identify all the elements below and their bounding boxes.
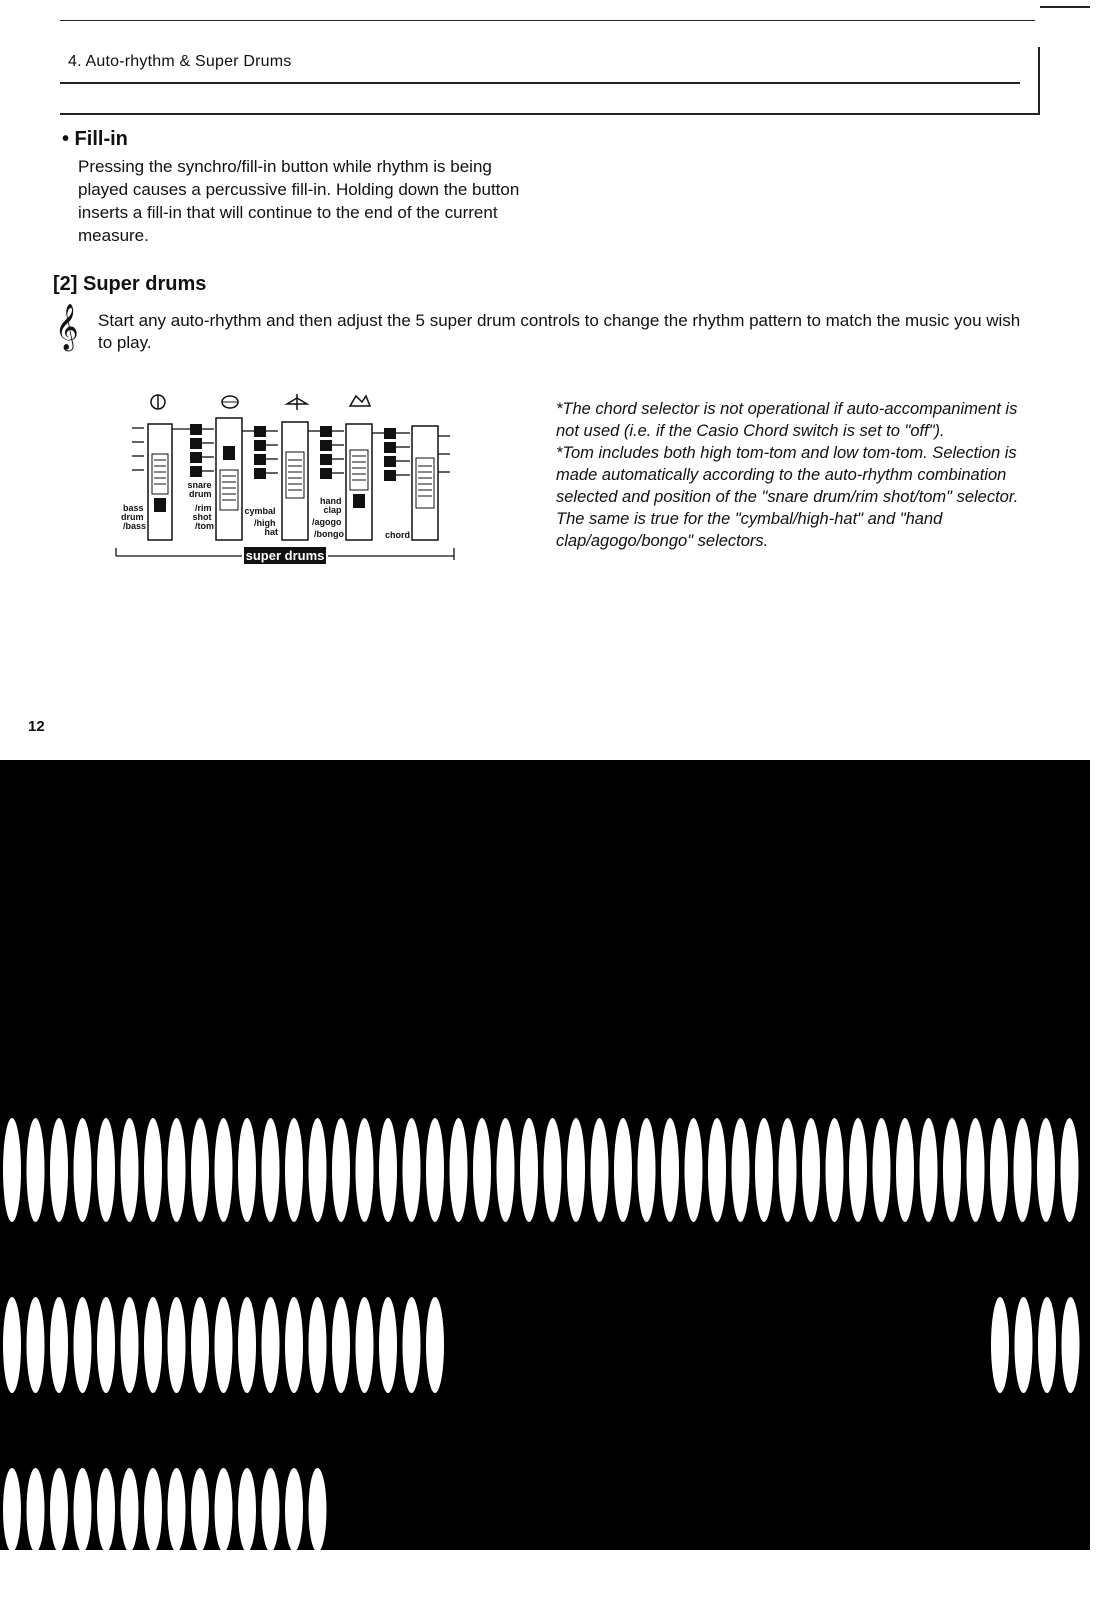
perforation-hole xyxy=(497,1118,515,1222)
super-drums-group-label: super drums xyxy=(245,548,325,563)
perforation-hole xyxy=(802,1118,820,1222)
perforation-hole xyxy=(379,1297,397,1393)
perforation-hole xyxy=(74,1118,92,1222)
cymbal-slider[interactable] xyxy=(282,422,308,540)
perforation-hole xyxy=(779,1118,797,1222)
perforation-hole xyxy=(74,1297,92,1393)
perforation-hole xyxy=(262,1118,280,1222)
level-markers-3 xyxy=(308,426,344,479)
perforation-hole xyxy=(285,1297,303,1393)
page-number: 12 xyxy=(28,718,45,735)
perforation-hole xyxy=(356,1118,374,1222)
perforation-hole xyxy=(991,1297,1009,1393)
perforation-hole xyxy=(238,1118,256,1222)
chapter-header-underline xyxy=(60,82,1020,84)
perforation-hole xyxy=(309,1468,327,1550)
perforation-hole xyxy=(1015,1297,1033,1393)
fill-in-paragraph: Pressing the synchro/fill-in button while rhythm is being played causes a percussive fill-in. Holding down the button inserts a fill-in that will continue to the end of the current measure. xyxy=(78,157,520,245)
perforation-hole xyxy=(168,1118,186,1222)
perforation-hole xyxy=(426,1118,444,1222)
perforation-hole xyxy=(238,1468,256,1550)
perforation-hole xyxy=(215,1468,233,1550)
corner-mark xyxy=(1040,6,1090,8)
snare-drum-slider[interactable] xyxy=(216,418,242,540)
perforation-hole xyxy=(191,1468,209,1550)
perforation-hole xyxy=(121,1297,139,1393)
perforation-hole xyxy=(191,1297,209,1393)
cymbal-label: cymbal /high hat xyxy=(244,506,278,537)
perforation-hole xyxy=(262,1468,280,1550)
perforation-hole xyxy=(403,1297,421,1393)
perforation-hole xyxy=(50,1118,68,1222)
hand-clap-slider[interactable] xyxy=(346,424,372,540)
perforation-hole xyxy=(168,1297,186,1393)
bass-drum-slider[interactable] xyxy=(148,424,172,540)
perforation-hole xyxy=(50,1297,68,1393)
perforation-hole xyxy=(967,1118,985,1222)
perforation-hole xyxy=(285,1118,303,1222)
perforation-hole xyxy=(661,1118,679,1222)
chapter-title: 4. Auto-rhythm & Super Drums xyxy=(68,53,292,70)
perforation-hole xyxy=(591,1118,609,1222)
perforation-hole xyxy=(3,1468,21,1550)
perforation-hole xyxy=(638,1118,656,1222)
perforation-hole xyxy=(121,1468,139,1550)
perforation-hole xyxy=(1062,1297,1080,1393)
footnotes xyxy=(556,398,1026,552)
cymbal-icon xyxy=(287,394,307,410)
perforation-hole xyxy=(708,1118,726,1222)
perforation-hole xyxy=(920,1118,938,1222)
perforation-hole xyxy=(97,1297,115,1393)
perforation-hole xyxy=(1014,1118,1032,1222)
perforation-hole xyxy=(356,1297,374,1393)
perforation-hole xyxy=(3,1118,21,1222)
perforation-hole xyxy=(567,1118,585,1222)
perforation-hole xyxy=(262,1297,280,1393)
perforation-hole xyxy=(450,1118,468,1222)
snare-drum-label: snare drum /rim shot /tom xyxy=(187,480,214,531)
perforation-hole xyxy=(74,1468,92,1550)
tom-note: *Tom includes both high tom-tom and low tom-tom. Selection is made automatically according to the auto-rhythm combination selected and position of the "snare drum/rim shot/tom" selector. The same is true for the "cymbal/high-hat" and "hand clap/agogo/bongo" selectors. xyxy=(556,444,1019,550)
perforation-hole xyxy=(544,1118,562,1222)
perforation-hole xyxy=(144,1118,162,1222)
perforation-hole xyxy=(3,1297,21,1393)
perforation-hole xyxy=(873,1118,891,1222)
hand-clap-icon xyxy=(350,396,370,406)
perforation-hole xyxy=(755,1118,773,1222)
perforation-hole xyxy=(1061,1118,1079,1222)
scanned-backing-area xyxy=(0,760,1090,1550)
chord-slider[interactable] xyxy=(412,426,438,540)
super-drums-heading: [2] Super drums xyxy=(53,273,207,295)
super-drums-diagram xyxy=(110,388,460,568)
perforation-hole xyxy=(97,1118,115,1222)
perforation-hole xyxy=(121,1118,139,1222)
bass-drum-icon xyxy=(151,395,165,409)
perforation-hole xyxy=(168,1468,186,1550)
perforation-hole xyxy=(285,1468,303,1550)
perforation-hole xyxy=(309,1118,327,1222)
perforation-hole xyxy=(403,1118,421,1222)
perforation-hole xyxy=(614,1118,632,1222)
top-rule xyxy=(60,20,1035,21)
level-markers-1 xyxy=(172,424,214,477)
perforation-hole xyxy=(426,1297,444,1393)
perforation-hole xyxy=(1037,1118,1055,1222)
perforation-hole xyxy=(50,1468,68,1550)
perforation-hole xyxy=(943,1118,961,1222)
super-drums-paragraph: Start any auto-rhythm and then adjust the 5 super drum controls to change the rhythm pattern to match the music you wish to play. xyxy=(98,311,1021,352)
snare-drum-icon xyxy=(222,396,238,408)
perforation-hole xyxy=(520,1118,538,1222)
perforation-pattern xyxy=(0,760,1090,1550)
perforation-hole xyxy=(685,1118,703,1222)
hand-clap-label: hand clap /agogo /bongo xyxy=(311,496,344,539)
perforation-hole xyxy=(990,1118,1008,1222)
fill-in-heading: • Fill-in xyxy=(62,128,128,150)
perforation-hole xyxy=(27,1468,45,1550)
chord-label: chord xyxy=(384,530,410,540)
perforation-hole xyxy=(1038,1297,1056,1393)
perforation-hole xyxy=(732,1118,750,1222)
treble-clef-icon: 𝄞 xyxy=(55,304,79,350)
perforation-hole xyxy=(896,1118,914,1222)
perforation-hole xyxy=(849,1118,867,1222)
bass-drum-label: bass drum /bass xyxy=(120,503,146,531)
perforation-hole xyxy=(191,1118,209,1222)
perforation-hole xyxy=(215,1118,233,1222)
chord-selector-note: *The chord selector is not operational if auto-accompaniment is not used (i.e. if the Casio Chord switch is set to "off"). xyxy=(556,400,1018,440)
perforation-hole xyxy=(27,1118,45,1222)
perforation-hole xyxy=(215,1297,233,1393)
level-markers-4 xyxy=(372,428,410,481)
perforation-hole xyxy=(144,1468,162,1550)
perforation-hole xyxy=(27,1297,45,1393)
perforation-hole xyxy=(144,1297,162,1393)
perforation-hole xyxy=(379,1118,397,1222)
level-markers-2 xyxy=(242,426,278,479)
perforation-hole xyxy=(238,1297,256,1393)
perforation-hole xyxy=(97,1468,115,1550)
perforation-hole xyxy=(332,1297,350,1393)
perforation-hole xyxy=(309,1297,327,1393)
perforation-hole xyxy=(473,1118,491,1222)
perforation-hole xyxy=(826,1118,844,1222)
perforation-hole xyxy=(332,1118,350,1222)
